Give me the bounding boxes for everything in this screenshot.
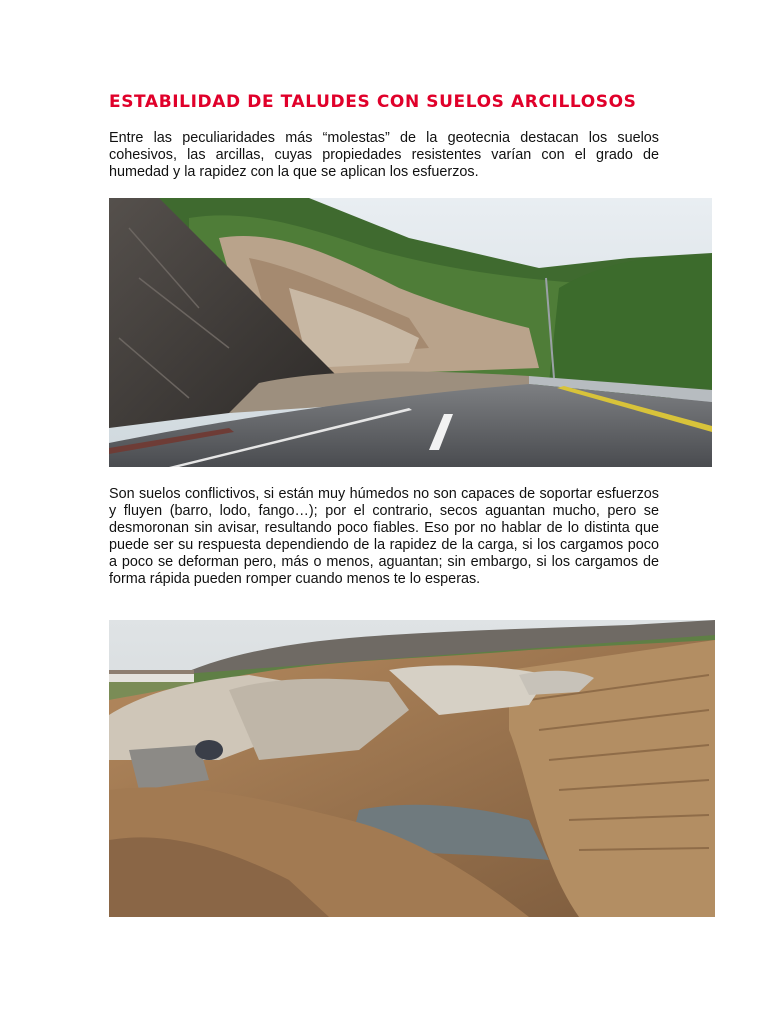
document-title: ESTABILIDAD DE TALUDES CON SUELOS ARCILLOSOS bbox=[109, 92, 637, 112]
paragraph-intro: Entre las peculiaridades más “molestas” de la geotecnia destacan los suelos cohesivos, las arcillas, cuyas propiedades resistentes varían con el grado de humedad y la rapidez con la que se aplican los esfuerzos. bbox=[109, 130, 659, 180]
paragraph-conflict: Son suelos conflictivos, si están muy húmedos no son capaces de soportar esfuerzos y fluyen (barro, lodo, fango…); por el contrario, secos aguantan mucho, pero se desmoronan sin avisar, resultando poco fiables. Eso por no hablar de lo distinta que puede ser su respuesta dependiendo de la rapidez de la carga, si los cargamos poco a poco se deforman pero, más o menos, aguantan; sin embargo, si los cargamos de forma rápida pueden romper cuando menos te lo esperas. bbox=[109, 486, 659, 587]
landslide-road-photo bbox=[109, 198, 712, 467]
clay-slope-excavation-photo bbox=[109, 620, 715, 917]
